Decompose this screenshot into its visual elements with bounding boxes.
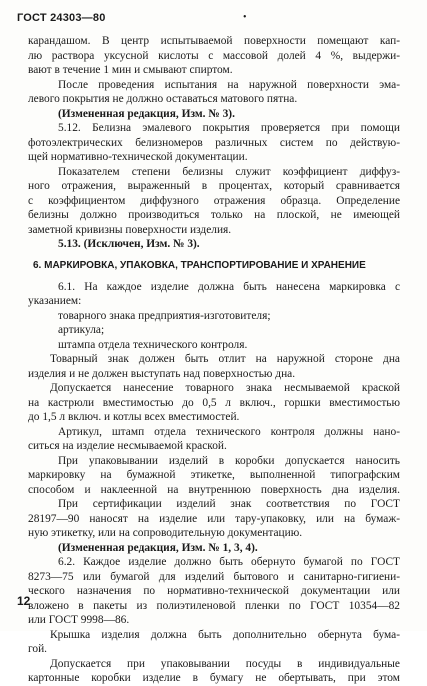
text-line: изделия и не должен выступать над поверхностью дна. (28, 367, 296, 380)
text-line: способом и наклеенной на внутреннюю поверхность дна изделия. (28, 483, 400, 496)
text-line: гой. (28, 643, 48, 655)
text-line: После проведения испытания на наружной поверхности эма- (58, 78, 400, 91)
text-line: ного отражения, выраженный в процентах, который сравнивается (28, 180, 400, 192)
page-header: ГОСТ 24303—80 (17, 12, 106, 24)
text-line: При сертификации изделий знак соответствия по ГОСТ (58, 498, 400, 510)
text-line: Артикул, штамп отдела технического контроля должны нано- (58, 425, 400, 438)
section-heading: 6. МАРКИРОВКА, УПАКОВКА, ТРАНСПОРТИРОВАНИЕ И ХРАНЕНИЕ (33, 259, 366, 271)
text-line: Допускается при упаковывании посуды в индивидуальные (50, 657, 400, 670)
text-line: Крышка изделия должна быть дополнительно обернута бума- (50, 628, 400, 641)
body-text (28, 34, 400, 686)
list-item: артикула; (58, 324, 105, 336)
list-item: штампа отдела технического контроля. (58, 338, 248, 351)
text-line: 6.2. Каждое изделие должно быть обернуто бумагой по ГОСТ (58, 556, 400, 568)
text-line: Показателем степени белизны служит коэффициент диффуз- (58, 165, 400, 178)
page-number: 12 (17, 594, 31, 608)
text-line: маркировку на бумажной этикетке, выполненной типографским (28, 469, 400, 481)
text-line: При упаковывании изделий в коробки допускается наносить (58, 454, 400, 467)
text-line: с коэффициентом диффузного отражения образца. Определение (28, 194, 400, 207)
text-line: 5.12. Белизна эмалевого покрытия проверяется при помощи (58, 122, 400, 134)
text-line: лю раствора уксусной кислоты с массовой долей 4 %, выдержи- (28, 49, 400, 62)
text-line: ческого назначения по нормативно-технической документации или (28, 585, 400, 597)
text-line: на кастрюли вместимостью до 0,5 л включ., горшки вместимостью (28, 396, 400, 409)
text-line: заметной кривизны поверхности изделия. (28, 223, 232, 236)
text-line: вложено в пакеты из полиэтиленовой пленки по ГОСТ 10354—82 (28, 599, 400, 612)
text-line: левого покрытия не должно оставаться матового пятна. (28, 93, 298, 105)
text-line: щей нормативно-технической документации. (28, 151, 248, 163)
text-line: Допускается нанесение товарного знака несмываемой краской (50, 382, 400, 394)
text-line: 6.1. На каждое изделие должна быть нанесена маркировка с (58, 280, 400, 293)
text-line: ситься на изделие несмываемой краской. (28, 440, 227, 452)
amendment-note: (Измененная редакция, Изм. № 3). (58, 107, 235, 120)
header-mark: • (243, 12, 247, 23)
text-line: указанием: (28, 295, 82, 307)
text-line: до 1,5 л включ. и котлы всех вместимостей. (28, 411, 240, 423)
text-line: ную этикетку, или на сопроводительную документацию. (28, 527, 303, 539)
text-line: карандашом. В центр испытываемой поверхности помещают кап- (28, 35, 400, 47)
text-line: белизны должно производиться только на плоской, не имеющей (28, 209, 400, 221)
text-line: Товарный знак должен быть отлит на наружной стороне дна (50, 353, 400, 365)
text-line: картонные коробки изделие в бумагу не обертывать, при этом (28, 672, 400, 684)
amendment-note: (Измененная редакция, Изм. № 1, 3, 4). (58, 541, 258, 554)
list-item: товарного знака предприятия-изготовителя; (58, 309, 271, 322)
text-line: фотоэлектрических белизномеров различных систем по действую- (28, 136, 400, 149)
text-line: или ГОСТ 9998—86. (28, 614, 130, 626)
clause-excluded: 5.13. (Исключен, Изм. № 3). (58, 238, 200, 250)
text-line: 8273—75 или бумагой для изделий бытового и санитарно-гигиени- (28, 570, 400, 583)
text-line: вают в течение 1 мин и смывают спиртом. (28, 64, 233, 76)
text-line: 28197—90 наносят на изделие или тару-упаковку, или на бумаж- (28, 512, 400, 525)
